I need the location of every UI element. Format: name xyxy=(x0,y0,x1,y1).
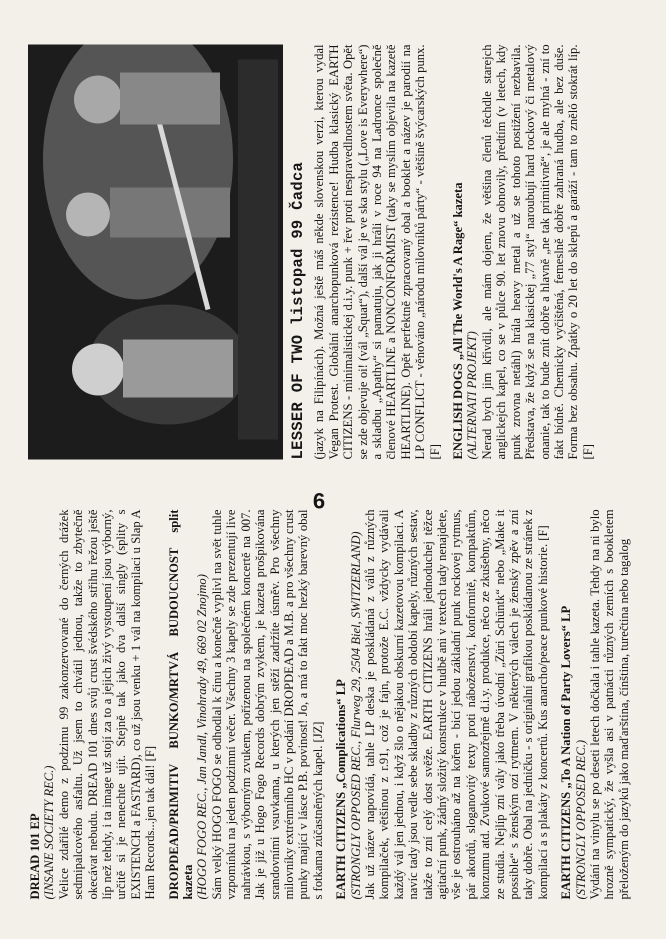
review-earth-citizens-complications xyxy=(334,509,550,899)
review-body: (jazyk na Filipínách). Možná ještě máš někde slovenskou verzi, kterou vydal Vegan Protest. Globální anarchopunková rezistence! Hudba klasický EARTH CITIZENS - minimalistickej d.i.y. punk + řev proti nespravedlnostem světa. Opět se zde objevuje oi! (vál „Squat“), další vál je ve ska stylu („Love is Everywhere“) a skladbu „Apathy“ si pamatuju, jak ji hráli v roce 94 na Ladronce společně členové HEARTLINE a NONCONFORMIST (taky se myslím objevila na kazetě HEARTLINE). Opět perfektně zpracovaný obal a booklet a název je parodií na LP CONFLICT - věnováno „národu milovníků párty“ - většině švýcarských punx. [F] xyxy=(312,44,442,459)
review-body: Sám velký HOGO FOGO se odhodlal k činu a konečně vyplivl na svět tuhle vzpomínku na jeden podzimní večer. Všechny 3 kapely se zde prezentují live nahrávkou, s výborným zvukem, pořízenou na společném koncertě na 007. Jak je již u Hogo Fogo Records dobrým zvykem, je kazeta prošpikována srandovními vsuvkama, u kterých jen stěží zadržíte úsměv. Pro všechny milovníky extrémního HC v podání DROPDEAD a M.B. a pro všechny crust punky mající v lásce P.B. povinost! Jo, a má to fakt moc hezký barevný obal s fotkama zúčastněných kapel. [JZ] xyxy=(209,508,325,899)
column-right xyxy=(28,44,638,459)
concert-photo xyxy=(28,44,283,459)
review-label: (ALTERNATI PROJEKT) xyxy=(465,330,480,459)
band-photo-image xyxy=(28,44,283,459)
review-label: (STRONGLY OPPOSED REC., Flurweg 29, 2504 Biel, SWITZERLAND) xyxy=(348,530,363,899)
review-title: EARTH CITIZENS „Complications“ LP xyxy=(334,678,349,899)
review-title: DREAD 101 EP xyxy=(28,812,42,899)
page-number: 6 xyxy=(312,487,326,513)
review-english-dogs xyxy=(451,44,595,459)
review-title: EARTH CITIZENS „To A Nation of Party Lovers“ LP xyxy=(559,605,574,899)
review-body: Velice zdařilé demo z podzimu 99 zakonzervované do černých drážek sedmipalcového asfaltu. Už jsem to chvátil jednou, takže to zbytečně okecávat nebudu. DREAD 101 dnes svůj crust švédského střihu řežou ještě líp než tehdy, i ta image už stojí za to a jejich živý vystoupení jsou výborný, určitě si je nenechte ujít. Stejně tak jako dva další singly (splity s EXISTENCH a FASTARD), co už jsou venku + 1 vál na kompilaci u Slap A Ham Records...jen tak dál! [F] xyxy=(56,509,158,899)
review-body: Nerad bych jim křivdil, ale mám dojem, že většina členů těchdle starejch anglickejch kapel, co se v půlce 90. let znovu obnovily, předtím (v letech, kdy punk zrovna netáhl) hrála heavy metal a už se tohoto postižení nezbavila. Představa, že když se na klasickej „77 styl“ naroubují hard rockový či metalový onanie, tak to bude znít dobře a hlavně „ne tak primitivně“, je ale mylná - zní to fakt bídně. Chemicky vyčištěná, femeslně dobře zahraná hudba, ale bez duše. Forma bez obsahu. Zpátky o 20 let do sklepů a garáží - tam to zněló stokrát líp. [F] xyxy=(479,44,595,459)
review-dread-101 xyxy=(28,509,158,899)
photo-caption: LESSER OF TWO listopad 99 Čadca xyxy=(289,161,307,459)
review-title: DROPDEAD/PRIMITIV BUNKO/MRTVÁ BUDOUCNOST split kazeta xyxy=(166,509,196,899)
review-earth-citizens-party-lovers xyxy=(559,509,631,899)
review-title: ENGLISH DOGS „All The World's A Rage“ kazeta xyxy=(451,182,466,459)
review-body: Jak už název napovídá, tahle LP deska je poskládaná z válů z různých kompilaček, většinou z r.91, což je fajn, protože E.C. vždycky vydávali každý vál jen jednou, i když šlo o nějakou obskurní kazetovou kompilaci. A navíc tady jsou vedle sebe skladby z různých období kapely, různých sestav, takže to zní celý dost svěže. EARTH CITIZENS hráli jednoduchej těžce agitační punk, žádný složitý konstrukce v hudbě ani v textech tady nenajdete, vše je ostrouháno až na kořen - bicí jedou základní punk rockovej rytmus, pár akordů, sloganovitý texty proti náboženství, konformitě, kompaktům, konzumu atd. Zvukové samozřejmě d.i.y. produkce, něco ze zkušebny, něco ze studia. Nejlíp zní vály jako třeba úvodní „Züri Schüntk“ nebo „Make it possible“ s ženským ozí rytmem. V některých válech je ženský zpěv a zní taky dobře. Obal na jedničku - s originální grafikou poskládanou ze stránek z kompilací a s plakáty z koncertů. Kus anarcho/peace punkové historie. [F] xyxy=(362,509,550,899)
column-left xyxy=(28,509,638,899)
review-continued xyxy=(312,44,442,459)
review-dropdead-split xyxy=(167,509,325,899)
review-body: Vydání na vinylu se po deseti letech dočkala i tahle kazeta. Tehdy na ni bylo hrozně sympatický, že vyšla asi v patnácti různých zemích s bookletem přeloženým do jazyků jako maďarština, čínština, turečtina nebo tagalog xyxy=(588,509,631,899)
review-label: (STRONGLY OPPOSED REC.) xyxy=(573,739,588,899)
review-label: (INSANE SOCIETY REC.) xyxy=(42,765,57,899)
review-label: (HOGO FOGO REC., Jan Jandl, Vinohrady 49, 669 02 Znojmo) xyxy=(195,573,210,899)
